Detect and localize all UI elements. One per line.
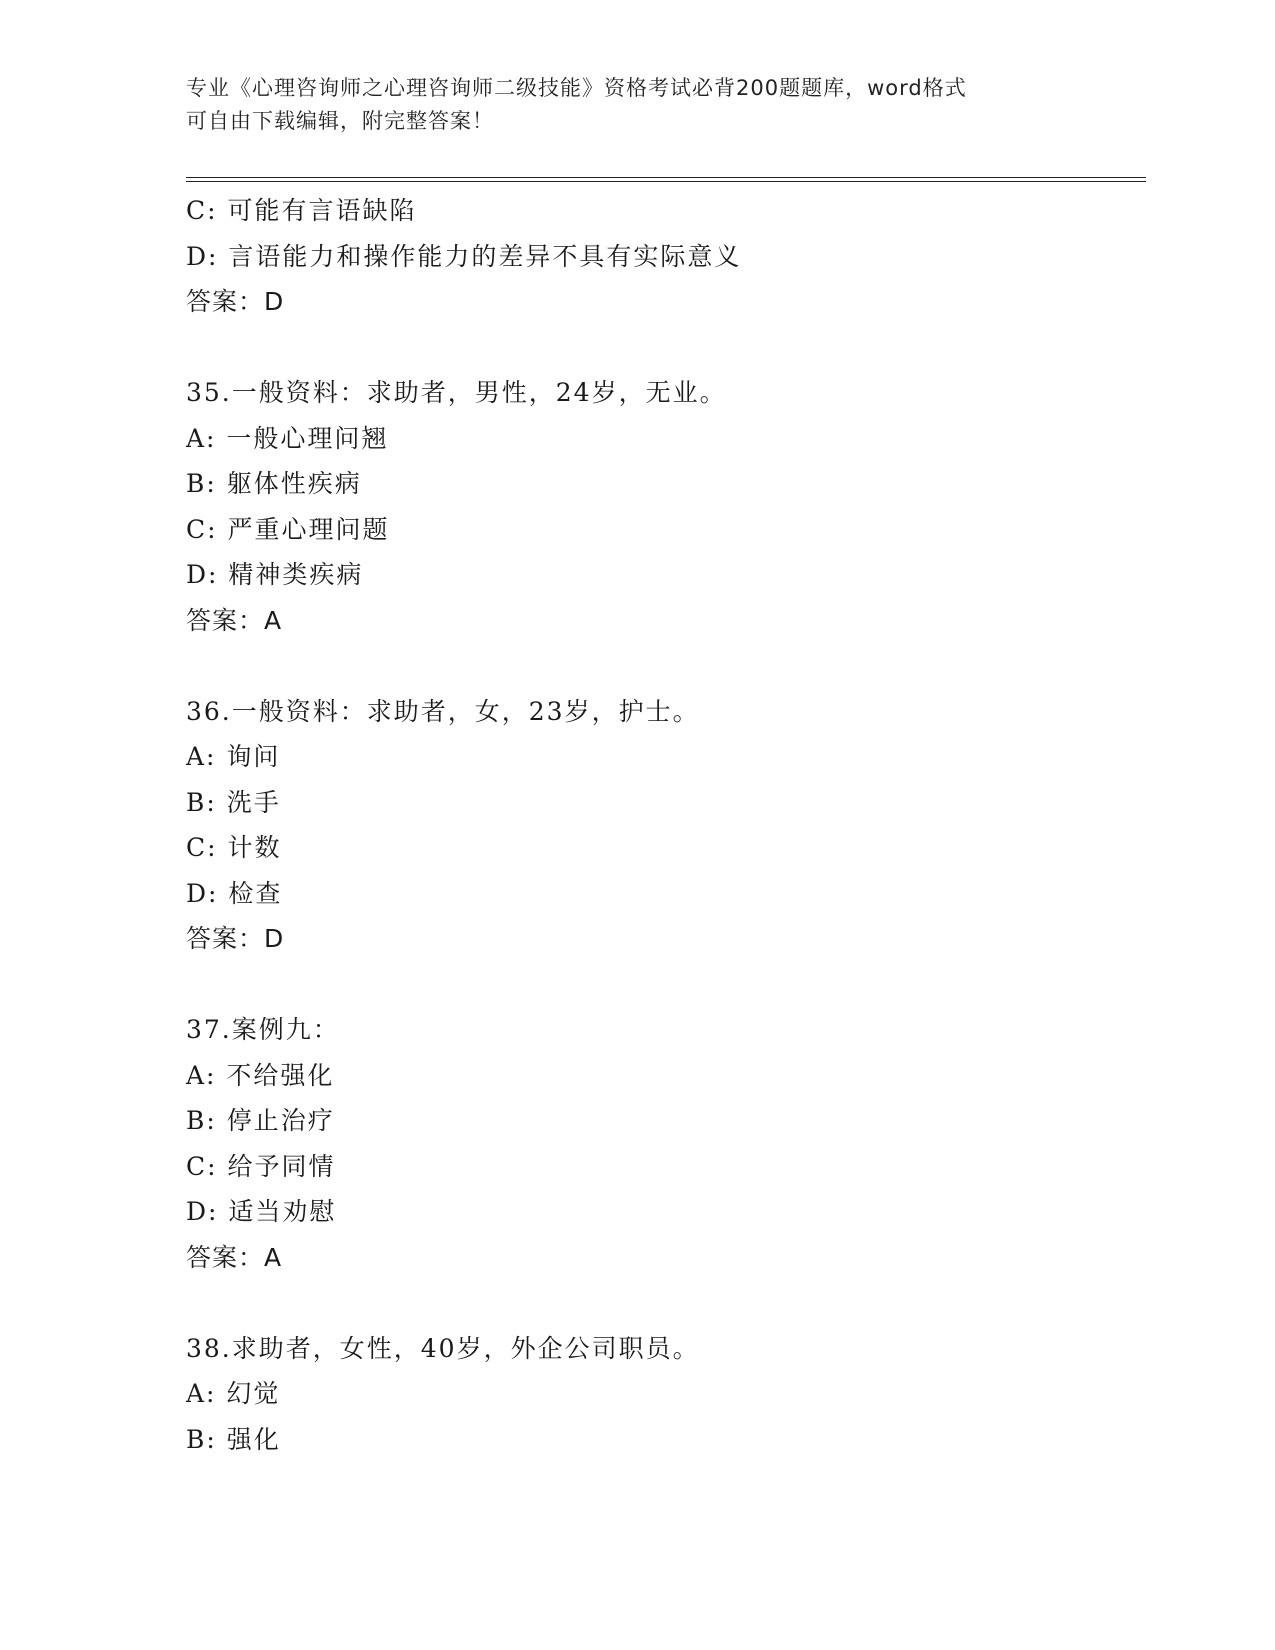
option-c: C: 可能有言语缺陷 bbox=[186, 196, 417, 225]
option-b: B: 躯体性疾病 bbox=[186, 469, 362, 498]
option-d: D: 精神类疾病 bbox=[186, 560, 364, 589]
spacer bbox=[186, 962, 1146, 1008]
answer-line: 答案：D bbox=[186, 287, 285, 316]
option-a: A: 一般心理问翘 bbox=[186, 423, 389, 453]
option-b: B: 洗手 bbox=[186, 787, 281, 817]
header-line-1: 专业《心理咨询师之心理咨询师二级技能》资格考试必背200题题库，word格式 bbox=[186, 76, 967, 100]
answer-line: 答案：D bbox=[186, 924, 285, 953]
question-block-36 bbox=[186, 689, 1146, 962]
question-title: 35.一般资料：求助者，男性，24岁，无业。 bbox=[186, 378, 727, 407]
option-a: A: 幻觉 bbox=[186, 1379, 281, 1408]
option-c: C: 给予同情 bbox=[186, 1151, 336, 1181]
answer-line: 答案：A bbox=[186, 1242, 283, 1272]
header-rule-bottom bbox=[186, 181, 1146, 182]
option-d: D: 言语能力和操作能力的差异不具有实际意义 bbox=[186, 241, 742, 271]
option-b: B: 停止治疗 bbox=[186, 1106, 335, 1135]
question-list bbox=[186, 188, 1146, 1462]
option-c: C: 计数 bbox=[186, 833, 282, 862]
question-block-37 bbox=[186, 1007, 1146, 1280]
question-block-prev bbox=[186, 188, 1146, 325]
question-title: 36.一般资料：求助者，女，23岁，护士。 bbox=[186, 696, 700, 726]
spacer bbox=[186, 325, 1146, 371]
option-d: D: 检查 bbox=[186, 878, 283, 908]
question-title: 38.求助者，女性，40岁，外企公司职员。 bbox=[186, 1333, 700, 1363]
question-block-35 bbox=[186, 370, 1146, 643]
header-rule-top bbox=[186, 177, 1146, 178]
answer-line: 答案：A bbox=[186, 605, 283, 635]
option-b: B: 强化 bbox=[186, 1424, 281, 1454]
option-c: C: 严重心理问题 bbox=[186, 514, 390, 544]
header-line-2: 可自由下载编辑，附完整答案！ bbox=[186, 109, 494, 133]
question-title: 37.案例九： bbox=[186, 1015, 340, 1044]
option-d: D: 适当劝慰 bbox=[186, 1197, 337, 1226]
question-block-38 bbox=[186, 1326, 1146, 1463]
spacer bbox=[186, 643, 1146, 689]
document-header bbox=[186, 72, 1086, 138]
spacer bbox=[186, 1280, 1146, 1326]
option-a: A: 询问 bbox=[186, 742, 281, 771]
option-a: A: 不给强化 bbox=[186, 1060, 335, 1090]
